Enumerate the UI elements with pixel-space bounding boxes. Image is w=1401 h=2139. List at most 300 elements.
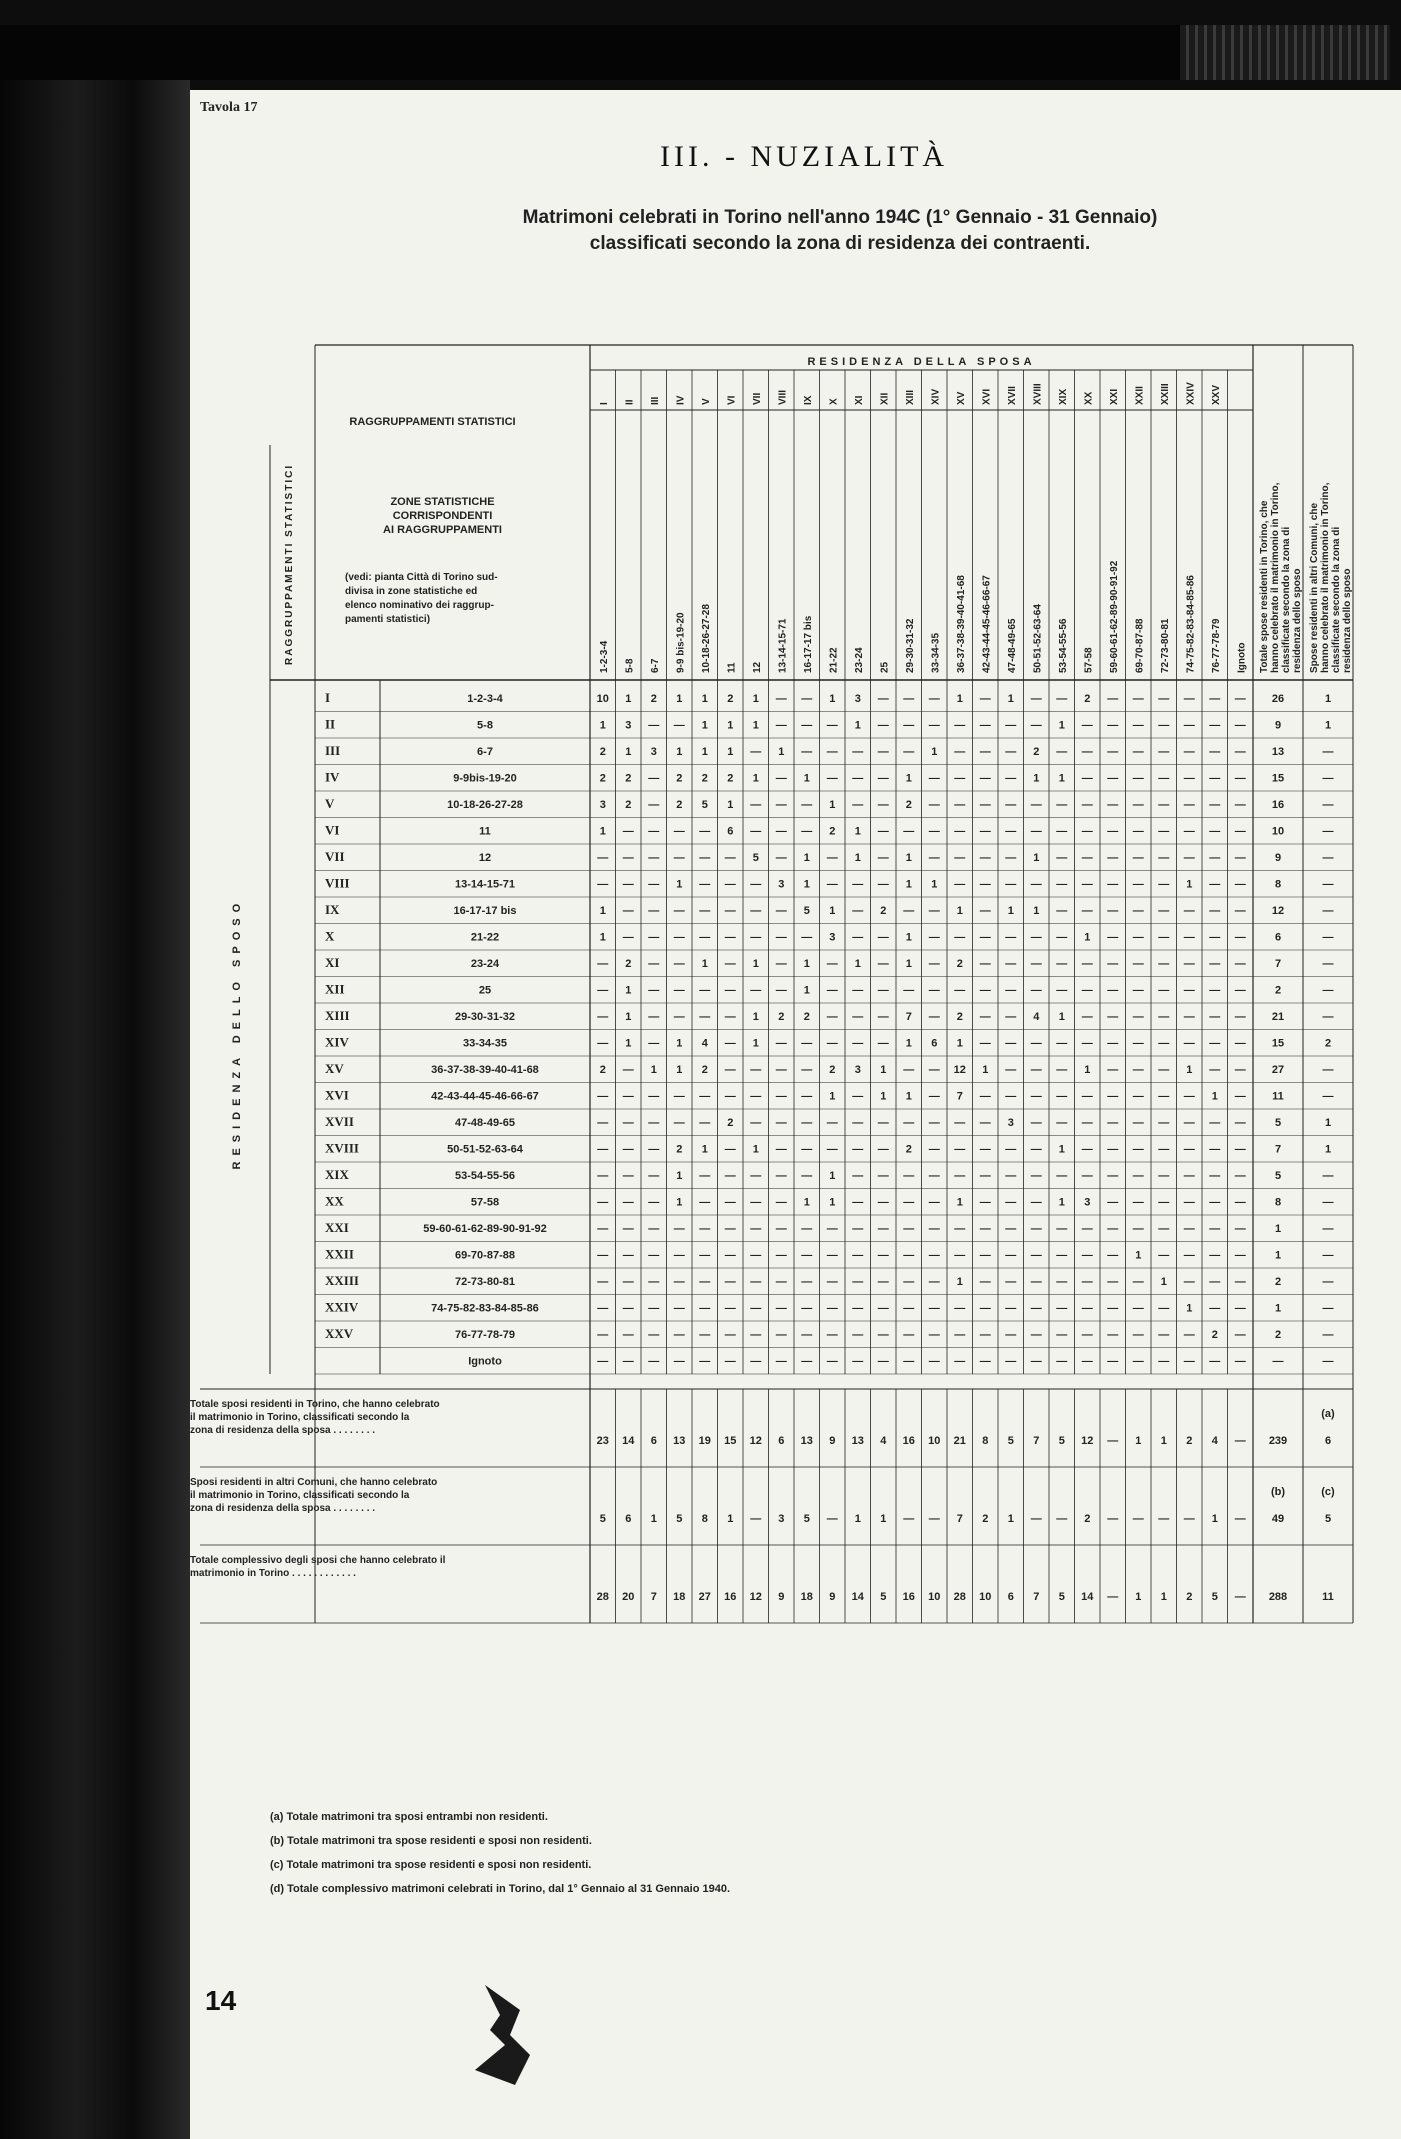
data-cell: 1 xyxy=(1033,905,1040,917)
data-cell: — xyxy=(699,1011,711,1023)
data-cell: 1 xyxy=(905,852,912,864)
data-cell: — xyxy=(775,984,787,997)
footer-cell: 5 xyxy=(803,1513,810,1525)
footer-cell: 6 xyxy=(650,1435,657,1447)
page-title: III. - NUZIALITÀ xyxy=(660,140,949,173)
data-cell: — xyxy=(1183,1196,1195,1209)
row-zone-label: 21-22 xyxy=(470,931,500,944)
data-cell: — xyxy=(903,905,915,917)
data-cell: — xyxy=(928,958,940,970)
data-cell: — xyxy=(1183,1090,1195,1103)
data-cell: — xyxy=(1005,878,1017,891)
data-cell: — xyxy=(826,1329,838,1341)
data-cell: — xyxy=(1234,1196,1246,1209)
data-cell: — xyxy=(1005,1011,1017,1023)
data-cell: — xyxy=(648,1011,660,1023)
data-cell: 2 xyxy=(905,799,912,811)
data-cell: 1 xyxy=(1186,1302,1193,1315)
data-cell: — xyxy=(622,1329,634,1341)
data-cell: — xyxy=(877,693,889,705)
data-cell: — xyxy=(1132,772,1144,785)
footer-cell: 4 xyxy=(880,1435,887,1447)
total-cell: 10 xyxy=(1271,825,1285,838)
data-cell: 1 xyxy=(701,719,708,732)
data-cell: — xyxy=(1132,984,1144,997)
footer-cell: 13 xyxy=(851,1435,864,1447)
column-zone-label: 13-14-15-71 xyxy=(777,618,789,673)
data-cell: 1 xyxy=(1007,693,1014,705)
data-cell: — xyxy=(699,1196,711,1209)
data-cell: — xyxy=(1005,1302,1017,1315)
row-zone-label: 74-75-82-83-84-85-86 xyxy=(431,1302,539,1315)
column-roman-label: VI xyxy=(726,395,738,405)
data-cell: — xyxy=(979,772,991,785)
data-cell: — xyxy=(826,1117,838,1129)
footnote-d: (d) Totale complessivo matrimoni celebrati in Torino, dal 1° Gennaio al 31 Gennaio 1940. xyxy=(270,1883,730,1895)
column-roman-label: XX xyxy=(1083,391,1095,405)
data-cell: — xyxy=(1158,1223,1170,1235)
data-cell: — xyxy=(1209,1355,1221,1368)
column-zone-label: 59-60-61-62-89-90-91-92 xyxy=(1108,560,1120,673)
data-cell: — xyxy=(1234,1143,1246,1156)
data-cell: 2 xyxy=(625,958,632,970)
footer-row-label: il matrimonio in Torino, classificati secondo la xyxy=(190,1490,410,1501)
data-cell: — xyxy=(750,799,762,811)
data-cell: — xyxy=(826,1223,838,1235)
data-cell: — xyxy=(724,878,736,891)
data-cell: — xyxy=(699,1329,711,1341)
data-cell: — xyxy=(1183,772,1195,785)
data-cell: — xyxy=(750,931,762,944)
data-cell: — xyxy=(903,693,915,705)
other-cell: — xyxy=(1322,825,1334,838)
data-cell: — xyxy=(648,878,660,891)
data-cell: — xyxy=(1056,984,1068,997)
data-cell: — xyxy=(622,1355,634,1368)
data-cell: — xyxy=(1081,1170,1093,1182)
data-cell: — xyxy=(1209,1196,1221,1209)
data-cell: — xyxy=(877,852,889,864)
data-cell: — xyxy=(877,825,889,838)
total-cell: 16 xyxy=(1271,799,1285,811)
data-cell: — xyxy=(979,905,991,917)
data-cell: — xyxy=(1158,984,1170,997)
data-cell: — xyxy=(852,1090,864,1103)
footnote-a: (a) Totale matrimoni tra sposi entrambi non residenti. xyxy=(270,1811,548,1823)
column-roman-label: XXIII xyxy=(1159,383,1171,405)
data-cell: — xyxy=(1158,1170,1170,1182)
row-roman-label: XVI xyxy=(325,1087,349,1103)
row-zone-label: 23-24 xyxy=(470,958,500,970)
row-roman-label: XXV xyxy=(325,1326,354,1341)
data-cell: — xyxy=(1209,1276,1221,1288)
data-cell: — xyxy=(877,799,889,811)
data-cell: — xyxy=(1030,1143,1042,1156)
data-cell: — xyxy=(775,1196,787,1209)
footer-row-label: zona di residenza della sposa . . . . . . . . xyxy=(190,1425,376,1436)
data-cell: — xyxy=(852,878,864,891)
data-cell: — xyxy=(1056,1249,1068,1262)
data-cell: — xyxy=(648,1090,660,1103)
other-cell: — xyxy=(1322,958,1334,970)
footer-row-label: Totale sposi residenti in Torino, che hanno celebrato xyxy=(190,1399,440,1410)
data-cell: — xyxy=(1183,1170,1195,1182)
data-cell: — xyxy=(1234,1170,1246,1182)
data-cell: — xyxy=(1107,719,1119,732)
data-cell: — xyxy=(724,1143,736,1156)
data-cell: 10 xyxy=(596,693,609,705)
data-cell: — xyxy=(1107,799,1119,811)
footer-other-cell: 5 xyxy=(1324,1513,1332,1525)
data-cell: — xyxy=(852,1037,864,1050)
data-cell: 1 xyxy=(701,693,708,705)
data-cell: — xyxy=(801,799,813,811)
data-cell: — xyxy=(648,852,660,864)
other-cell: — xyxy=(1322,1302,1334,1315)
data-cell: — xyxy=(1030,1329,1042,1341)
data-cell: — xyxy=(954,852,966,864)
data-cell: — xyxy=(1005,1276,1017,1288)
data-cell: — xyxy=(979,1196,991,1209)
column-zone-label: 29-30-31-32 xyxy=(904,618,916,673)
data-cell: — xyxy=(1132,1011,1144,1023)
row-roman-label: VI xyxy=(325,822,340,838)
data-cell: — xyxy=(1183,1355,1195,1368)
data-cell: 1 xyxy=(676,1196,683,1209)
data-cell: — xyxy=(1234,693,1246,705)
data-cell: — xyxy=(954,878,966,891)
column-zone-label: 10-18-26-27-28 xyxy=(700,604,712,673)
data-cell: — xyxy=(1209,1064,1221,1076)
data-cell: — xyxy=(750,878,762,891)
data-cell: — xyxy=(1081,772,1093,785)
data-cell: — xyxy=(648,1143,660,1156)
data-cell: — xyxy=(1158,825,1170,838)
data-cell: — xyxy=(1132,1276,1144,1288)
data-cell: — xyxy=(1183,746,1195,758)
footer-other-note: (c) xyxy=(1321,1486,1335,1498)
data-cell: — xyxy=(877,1302,889,1315)
data-cell: — xyxy=(928,931,940,944)
data-cell: — xyxy=(801,931,813,944)
data-cell: — xyxy=(724,1196,736,1209)
data-cell: — xyxy=(1158,1329,1170,1341)
data-cell: — xyxy=(852,1276,864,1288)
footer-cell: — xyxy=(1234,1513,1246,1525)
data-cell: — xyxy=(1234,1117,1246,1129)
footer-cell: — xyxy=(1107,1591,1119,1603)
data-cell: — xyxy=(1158,1117,1170,1129)
data-cell: — xyxy=(801,693,813,705)
row-roman-label: VIII xyxy=(325,875,350,891)
data-cell: — xyxy=(928,1302,940,1315)
data-cell: — xyxy=(903,984,915,997)
column-roman-label: X xyxy=(828,398,840,405)
data-cell: — xyxy=(622,852,634,864)
column-roman-label: V xyxy=(700,398,712,405)
data-cell: — xyxy=(1158,1302,1170,1315)
data-cell: — xyxy=(1132,1170,1144,1182)
data-cell: 2 xyxy=(880,905,887,917)
column-zone-label: 47-48-49-65 xyxy=(1006,618,1018,673)
total-cell: 9 xyxy=(1274,852,1282,864)
data-cell: — xyxy=(622,905,634,917)
data-cell: — xyxy=(1234,1064,1246,1076)
row-roman-label: XXIV xyxy=(325,1299,359,1315)
footer-cell: 10 xyxy=(979,1591,992,1603)
data-cell: — xyxy=(724,1090,736,1103)
data-cell: 1 xyxy=(803,1196,810,1209)
footer-cell: 7 xyxy=(1033,1591,1040,1603)
data-cell: 3 xyxy=(778,878,785,891)
data-cell: 1 xyxy=(676,746,683,758)
data-cell: — xyxy=(954,1302,966,1315)
data-cell: — xyxy=(724,852,736,864)
data-cell: 2 xyxy=(803,1011,810,1023)
data-cell: — xyxy=(877,719,889,732)
data-cell: — xyxy=(622,878,634,891)
column-zone-label: 9-9 bis-19-20 xyxy=(675,612,687,673)
row-zone-label: 36-37-38-39-40-41-68 xyxy=(431,1064,539,1076)
data-cell: — xyxy=(979,852,991,864)
data-cell: — xyxy=(852,1143,864,1156)
footer-cell: 6 xyxy=(625,1513,632,1525)
data-cell: — xyxy=(724,1011,736,1023)
data-cell: 1 xyxy=(905,1037,912,1050)
data-cell: — xyxy=(622,1223,634,1235)
data-cell: — xyxy=(699,931,711,944)
data-cell: — xyxy=(801,1037,813,1050)
data-cell: — xyxy=(1209,719,1221,732)
row-roman-label: III xyxy=(325,743,341,758)
data-cell: — xyxy=(673,825,685,838)
other-cell: — xyxy=(1322,1223,1334,1235)
data-cell: — xyxy=(903,719,915,732)
data-cell: — xyxy=(1183,1249,1195,1262)
row-roman-label: VII xyxy=(325,849,345,864)
data-cell: — xyxy=(597,1117,609,1129)
data-cell: — xyxy=(877,1196,889,1209)
data-cell: 1 xyxy=(905,1090,912,1103)
data-cell: 1 xyxy=(829,905,836,917)
data-cell: — xyxy=(1056,878,1068,891)
row-roman-label: X xyxy=(325,928,335,944)
data-cell: 3 xyxy=(854,1064,861,1076)
data-cell: — xyxy=(877,1011,889,1023)
data-cell: — xyxy=(673,1329,685,1341)
data-cell: — xyxy=(1209,958,1221,970)
data-cell: — xyxy=(673,931,685,944)
footer-row-label: zona di residenza della sposa . . . . . . . . xyxy=(190,1503,376,1514)
row-zone-label: 13-14-15-71 xyxy=(455,878,515,891)
data-cell: 1 xyxy=(727,719,734,732)
data-cell: — xyxy=(979,719,991,732)
total-col-header: hanno celebrato il matrimonio in Torino, xyxy=(1270,482,1281,673)
column-roman-label: XVI xyxy=(981,388,993,405)
data-cell: 1 xyxy=(829,1090,836,1103)
data-cell: — xyxy=(928,1170,940,1182)
footer-other-note: (a) xyxy=(1321,1408,1335,1420)
data-cell: 1 xyxy=(905,772,912,785)
data-cell: — xyxy=(724,1223,736,1235)
data-cell: 1 xyxy=(905,931,912,944)
data-cell: — xyxy=(1132,719,1144,732)
scan-left-edge xyxy=(0,80,190,2139)
data-cell: — xyxy=(903,825,915,838)
data-cell: — xyxy=(699,1276,711,1288)
footer-cell: — xyxy=(1234,1435,1246,1447)
total-cell: 7 xyxy=(1274,958,1282,970)
data-cell: — xyxy=(673,984,685,997)
data-cell: 1 xyxy=(803,852,810,864)
data-cell: 1 xyxy=(1058,772,1065,785)
footer-cell: 13 xyxy=(673,1435,686,1447)
total-cell: 2 xyxy=(1274,984,1282,997)
data-cell: — xyxy=(1132,746,1144,758)
data-cell: 3 xyxy=(625,719,632,732)
data-cell: — xyxy=(750,825,762,838)
column-zone-label: 53-54-55-56 xyxy=(1057,618,1069,673)
data-cell: — xyxy=(903,1355,915,1368)
data-cell: — xyxy=(979,746,991,758)
data-cell: 4 xyxy=(1033,1011,1040,1023)
data-cell: — xyxy=(1030,1064,1042,1076)
footer-cell: 1 xyxy=(1135,1591,1142,1603)
data-cell: — xyxy=(928,693,940,705)
data-cell: — xyxy=(699,852,711,864)
data-cell: 1 xyxy=(599,825,606,838)
row-zone-label: 10-18-26-27-28 xyxy=(447,799,523,811)
data-cell: — xyxy=(928,719,940,732)
data-cell: — xyxy=(1056,905,1068,917)
data-cell: 1 xyxy=(956,1037,963,1050)
column-roman-label: III xyxy=(649,396,661,405)
data-cell: 1 xyxy=(1058,719,1065,732)
data-cell: — xyxy=(1030,1355,1042,1368)
column-zone-label: 16-17-17 bis xyxy=(802,615,814,673)
data-cell: — xyxy=(979,1037,991,1050)
data-cell: 3 xyxy=(599,799,606,811)
footer-cell: 7 xyxy=(650,1591,657,1603)
data-cell: — xyxy=(1132,799,1144,811)
data-cell: — xyxy=(928,1276,940,1288)
zone-header-1: ZONE STATISTICHE xyxy=(390,496,495,508)
data-cell: — xyxy=(699,878,711,891)
footer-cell: 20 xyxy=(622,1591,635,1603)
data-cell: 1 xyxy=(1058,1196,1065,1209)
data-cell: — xyxy=(1234,1011,1246,1023)
data-cell: — xyxy=(1132,1302,1144,1315)
data-cell: — xyxy=(954,746,966,758)
column-roman-label: XXI xyxy=(1108,388,1120,405)
data-cell: — xyxy=(775,852,787,864)
data-cell: — xyxy=(928,1090,940,1103)
data-cell: — xyxy=(1107,852,1119,864)
data-cell: — xyxy=(903,1223,915,1235)
data-cell: — xyxy=(1234,1355,1246,1368)
footer-cell: 4 xyxy=(1211,1435,1218,1447)
data-cell: — xyxy=(1209,1037,1221,1050)
footer-cell: — xyxy=(903,1513,915,1525)
data-cell: 1 xyxy=(676,1170,683,1182)
data-cell: 1 xyxy=(803,984,810,997)
data-cell: — xyxy=(775,825,787,838)
data-cell: — xyxy=(1209,931,1221,944)
data-cell: 1 xyxy=(854,852,861,864)
data-cell: — xyxy=(1030,1249,1042,1262)
data-cell: — xyxy=(954,1117,966,1129)
data-cell: — xyxy=(750,1170,762,1182)
data-cell: — xyxy=(852,984,864,997)
data-cell: — xyxy=(979,958,991,970)
data-cell: — xyxy=(852,1170,864,1182)
data-cell: — xyxy=(826,1276,838,1288)
data-cell: — xyxy=(1005,1090,1017,1103)
total-cell: — xyxy=(1272,1355,1284,1368)
data-cell: — xyxy=(954,772,966,785)
data-cell: — xyxy=(928,852,940,864)
row-zone-label: 6-7 xyxy=(477,746,493,758)
data-cell: — xyxy=(724,1037,736,1050)
data-cell: — xyxy=(1234,1276,1246,1288)
data-cell: — xyxy=(877,772,889,785)
footer-cell: — xyxy=(1132,1513,1144,1525)
footer-cell: 1 xyxy=(1211,1513,1218,1525)
data-cell: — xyxy=(826,1037,838,1050)
other-cell: — xyxy=(1322,852,1334,864)
row-zone-label: 57-58 xyxy=(470,1196,500,1209)
data-cell: — xyxy=(1107,1223,1119,1235)
column-roman-label: XI xyxy=(853,395,865,405)
data-cell: — xyxy=(1234,1037,1246,1050)
data-cell: — xyxy=(1132,852,1144,864)
data-cell: 1 xyxy=(829,1196,836,1209)
data-cell: 1 xyxy=(625,984,632,997)
data-cell: — xyxy=(1005,1170,1017,1182)
marriage-table xyxy=(190,345,1395,1800)
data-cell: — xyxy=(673,719,685,732)
data-cell: — xyxy=(1030,1037,1042,1050)
data-cell: 1 xyxy=(625,1011,632,1023)
data-cell: — xyxy=(673,1117,685,1129)
footer-cell: — xyxy=(1056,1513,1068,1525)
data-cell: — xyxy=(801,1355,813,1368)
other-cell: 1 xyxy=(1324,693,1332,705)
data-cell: — xyxy=(928,1143,940,1156)
data-cell: — xyxy=(1081,1355,1093,1368)
total-cell: 5 xyxy=(1274,1117,1282,1129)
row-zone-label: 33-34-35 xyxy=(462,1037,508,1050)
column-zone-label: 36-37-38-39-40-41-68 xyxy=(955,575,967,673)
data-cell: — xyxy=(1030,719,1042,732)
data-cell: — xyxy=(673,1276,685,1288)
column-roman-label: XXV xyxy=(1210,384,1222,405)
data-cell: — xyxy=(622,1276,634,1288)
data-cell: — xyxy=(673,905,685,917)
data-cell: 2 xyxy=(676,1143,683,1156)
footer-other-cell: 11 xyxy=(1322,1591,1334,1603)
data-cell: — xyxy=(801,1090,813,1103)
row-roman-label: V xyxy=(325,796,335,811)
footer-cell: — xyxy=(1030,1513,1042,1525)
data-cell: — xyxy=(622,1196,634,1209)
data-cell: — xyxy=(903,1276,915,1288)
zone-note-line: elenco nominativo dei raggrup- xyxy=(345,600,494,611)
data-cell: — xyxy=(597,852,609,864)
data-cell: — xyxy=(954,984,966,997)
data-cell: — xyxy=(699,1090,711,1103)
data-cell: 2 xyxy=(1211,1329,1218,1341)
